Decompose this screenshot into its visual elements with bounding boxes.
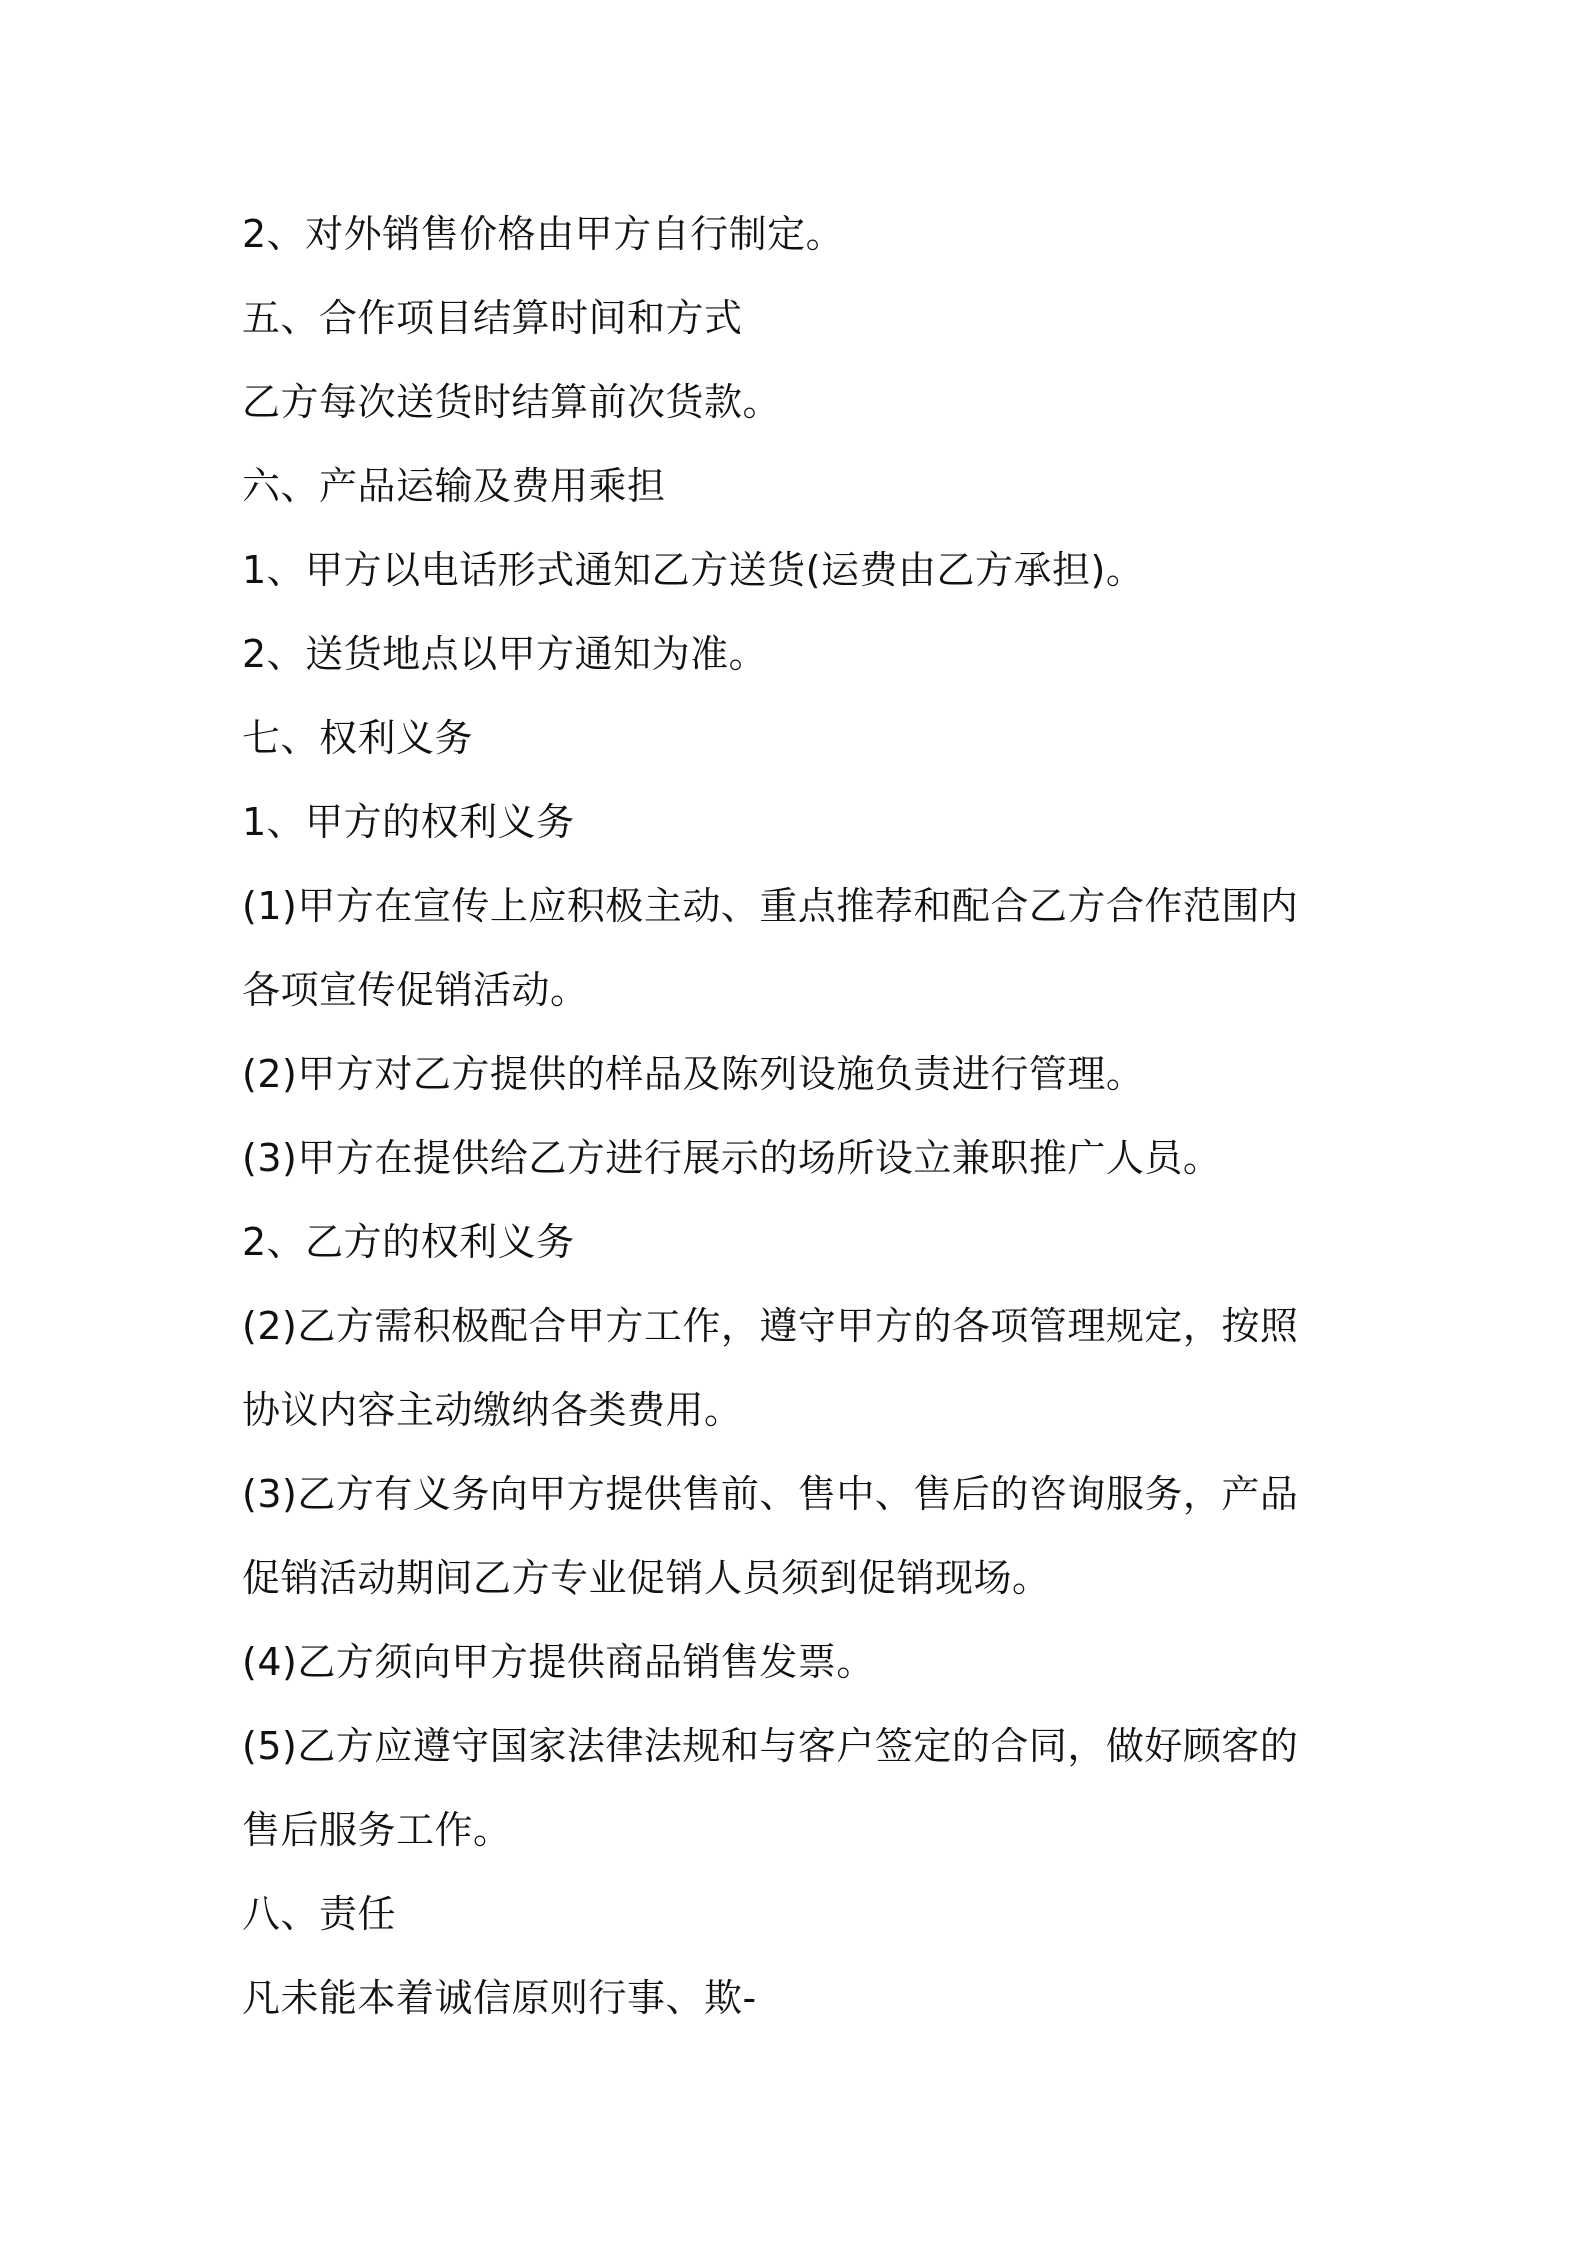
document-body [242, 192, 1362, 2040]
text-line: (1)甲方在宣传上应积极主动、重点推荐和配合乙方合作范围内 [242, 884, 1299, 928]
text-line: 促销活动期间乙方专业促销人员须到促销现场。 [242, 1556, 1051, 1600]
text-line: (3)乙方有义务向甲方提供售前、售中、售后的咨询服务，产品 [242, 1472, 1299, 1516]
text-line: 各项宣传促销活动。 [242, 968, 589, 1012]
text-line: 1、甲方以电话形式通知乙方送货(运费由乙方承担)。 [242, 548, 1145, 592]
section-heading: 五、合作项目结算时间和方式 [242, 296, 743, 340]
text-line: (2)乙方需积极配合甲方工作，遵守甲方的各项管理规定，按照 [242, 1304, 1299, 1348]
text-line: (4)乙方须向甲方提供商品销售发票。 [242, 1640, 875, 1684]
text-line: (2)甲方对乙方提供的样品及陈列设施负责进行管理。 [242, 1052, 1145, 1096]
section-heading: 七、权利义务 [242, 716, 474, 760]
subsection-heading: 1、甲方的权利义务 [242, 800, 575, 844]
text-line: 协议内容主动缴纳各类费用。 [242, 1388, 743, 1432]
text-line: 售后服务工作。 [242, 1808, 512, 1852]
text-line: 凡未能本着诚信原则行事、欺- [242, 1976, 757, 2020]
text-line: 2、送货地点以甲方通知为准。 [242, 632, 768, 676]
subsection-heading: 2、乙方的权利义务 [242, 1220, 575, 1264]
section-heading: 八、责任 [242, 1892, 397, 1936]
text-line: (5)乙方应遵守国家法律法规和与客户签定的合同，做好顾客的 [242, 1724, 1299, 1768]
text-line: 乙方每次送货时结算前次货款。 [242, 380, 782, 424]
section-heading: 六、产品运输及费用乘担 [242, 464, 666, 508]
text-line: 2、对外销售价格由甲方自行制定。 [242, 212, 845, 256]
text-line: (3)甲方在提供给乙方进行展示的场所设立兼职推广人员。 [242, 1136, 1222, 1180]
